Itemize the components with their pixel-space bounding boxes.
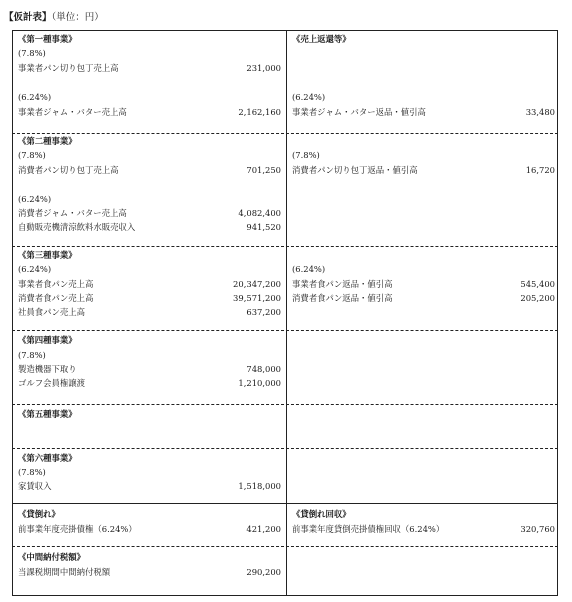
- section-divider: [12, 503, 558, 504]
- page-title: [4, 9, 104, 23]
- tax-rate-label: (6.24%): [292, 264, 326, 274]
- line-item-amount: 205,200: [520, 293, 555, 303]
- tax-rate-label: (6.24%): [18, 194, 52, 204]
- line-item-label: 消費者ジャム・バター売上高: [18, 208, 127, 218]
- section-heading-type4: 《第四種事業》: [18, 335, 77, 345]
- line-item-label: 前事業年度売掛債権（6.24%）: [18, 524, 137, 534]
- tax-rate-label: (7.8%): [18, 467, 46, 477]
- line-item-amount: 20,347,200: [233, 279, 281, 289]
- line-item-label: 製造機器下取り: [18, 364, 77, 374]
- line-item-label: 社員食パン売上高: [18, 307, 85, 317]
- line-item-amount: 16,720: [525, 165, 555, 175]
- section-heading-returns: 《売上返還等》: [292, 34, 351, 44]
- section-divider: [12, 133, 558, 134]
- line-item-label: 消費者食パン売上高: [18, 293, 94, 303]
- line-item-amount: 545,400: [520, 279, 555, 289]
- section-heading-bad-debt: 《貸倒れ》: [18, 509, 60, 519]
- line-item-amount: 2,162,160: [238, 107, 281, 117]
- line-item-amount: 1,518,000: [238, 481, 281, 491]
- section-heading-type2: 《第二種事業》: [18, 136, 77, 146]
- section-heading-type3: 《第三種事業》: [18, 250, 77, 260]
- line-item-amount: 421,200: [246, 524, 281, 534]
- line-item-label: 事業者ジャム・バター売上高: [18, 107, 127, 117]
- section-heading-type1: 《第一種事業》: [18, 34, 77, 44]
- column-divider: [286, 30, 287, 596]
- line-item-label: 家賃収入: [18, 481, 52, 491]
- line-item-amount: 701,250: [246, 165, 281, 175]
- line-item-amount: 637,200: [246, 307, 281, 317]
- line-item-label: ゴルフ会員権譲渡: [18, 378, 85, 388]
- line-item-label: 自動販売機清涼飲料水販売収入: [18, 222, 136, 232]
- line-item-amount: 290,200: [246, 567, 281, 577]
- tax-rate-label: (7.8%): [292, 150, 320, 160]
- line-item-amount: 1,210,000: [238, 378, 281, 388]
- line-item-amount: 941,520: [246, 222, 281, 232]
- line-item-amount: 320,760: [520, 524, 555, 534]
- tax-rate-label: (6.24%): [18, 264, 52, 274]
- section-heading-type5: 《第五種事業》: [18, 409, 77, 419]
- line-item-label: 消費者パン切り包丁返品・値引高: [292, 165, 418, 175]
- line-item-label: 事業者食パン売上高: [18, 279, 94, 289]
- tax-rate-label: (7.8%): [18, 48, 46, 58]
- section-heading-interim-tax: 《中間納付税額》: [18, 552, 85, 562]
- line-item-label: 消費者パン切り包丁売上高: [18, 165, 119, 175]
- section-divider: [12, 404, 558, 405]
- title-label: 【仮計表】: [4, 12, 52, 23]
- tax-rate-label: (7.8%): [18, 150, 46, 160]
- unit-label: （単位：円）: [51, 12, 104, 23]
- section-divider: [12, 546, 558, 547]
- section-divider: [12, 448, 558, 449]
- line-item-amount: 4,082,400: [238, 208, 281, 218]
- line-item-label: 事業者パン切り包丁売上高: [18, 63, 119, 73]
- line-item-amount: 39,571,200: [233, 293, 281, 303]
- section-heading-bad-debt-recovery: 《貸倒れ回収》: [292, 509, 351, 519]
- section-heading-type6: 《第六種事業》: [18, 453, 77, 463]
- section-divider: [12, 330, 558, 331]
- line-item-label: 前事業年度貸倒売掛債権回収（6.24%）: [292, 524, 445, 534]
- line-item-label: 当課税期間中間納付税額: [18, 567, 111, 577]
- tax-rate-label: (6.24%): [292, 92, 326, 102]
- line-item-label: 事業者食パン返品・値引高: [292, 279, 393, 289]
- line-item-amount: 748,000: [246, 364, 281, 374]
- line-item-amount: 33,480: [525, 107, 555, 117]
- line-item-amount: 231,000: [246, 63, 281, 73]
- section-divider: [12, 246, 558, 247]
- tax-rate-label: (7.8%): [18, 350, 46, 360]
- tax-rate-label: (6.24%): [18, 92, 52, 102]
- line-item-label: 消費者食パン返品・値引高: [292, 293, 393, 303]
- line-item-label: 事業者ジャム・バター返品・値引高: [292, 107, 426, 117]
